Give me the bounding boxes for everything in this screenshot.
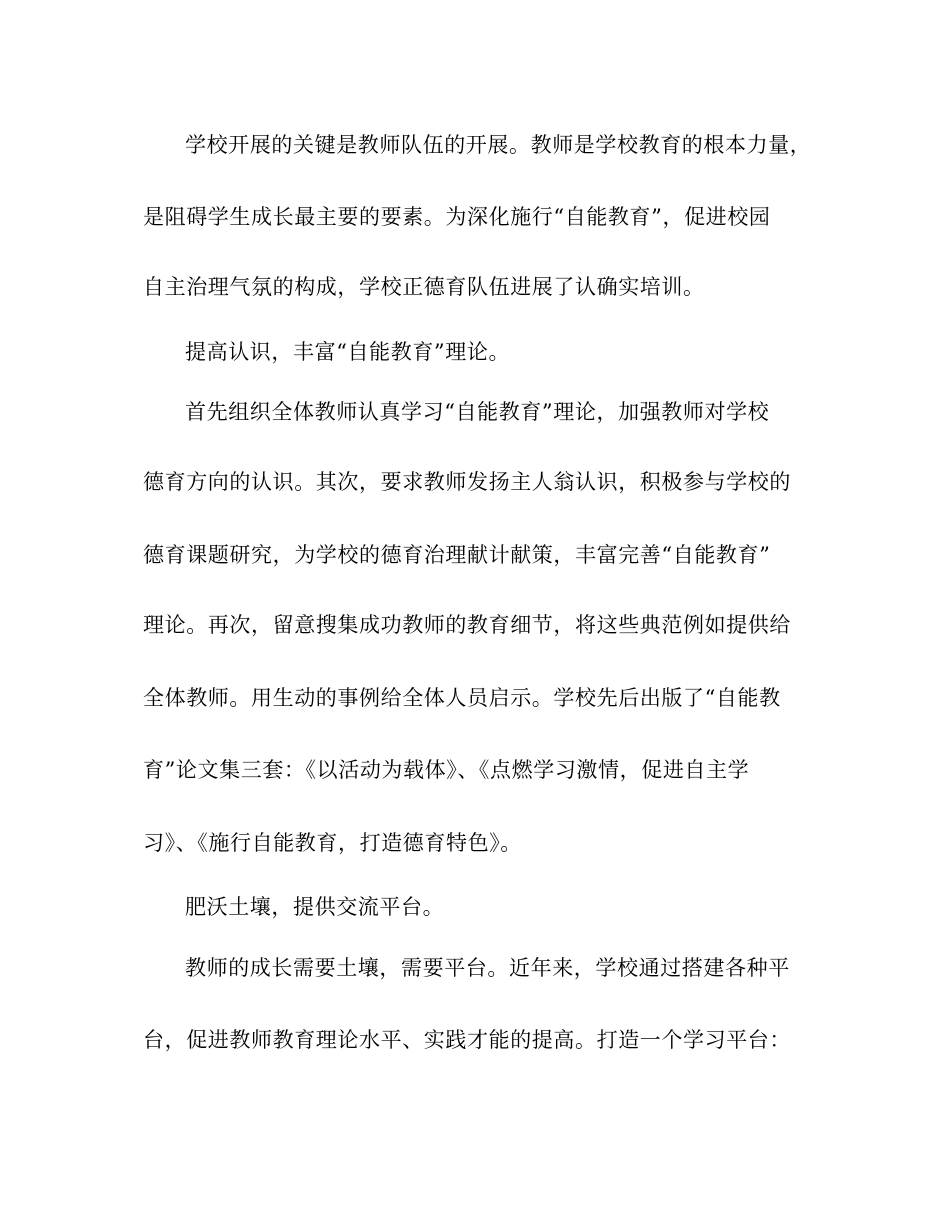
text-line: 首先组织全体教师认真学习“自能教育”理论，加强教师对学校 (185, 400, 770, 424)
text-line: 教师的成长需要土壤，需要平台。近年来，学校通过搭建各种平 (185, 956, 790, 980)
text-line: 学校开展的关键是教师队伍的开展。教师是学校教育的根本力量， (185, 133, 812, 157)
text-line: 德育方向的认识。其次，要求教师发扬主人翁认识，积极参与学校的 (143, 470, 791, 494)
section-heading: 提高认识，丰富“自能教育”理论。 (185, 340, 511, 364)
text-line: 全体教师。用生动的事例给全体人员启示。学校先后出版了“自能教 (143, 686, 781, 710)
text-line: 台，促进教师教育理论水平、实践才能的提高。打造一个学习平台： (143, 1028, 791, 1052)
text-line: 习》、《施行自能教育，打造德育特色》。 (143, 831, 522, 855)
section-heading: 肥沃土壤，提供交流平台。 (185, 895, 445, 919)
text-line: 理论。再次，留意搜集成功教师的教育细节，将这些典范例如提供给 (143, 613, 791, 637)
text-line: 德育课题研究，为学校的德育治理献计献策，丰富完善“自能教育” (143, 543, 771, 567)
text-line: 自主治理气氛的构成，学校正德育队伍进展了认确实培训。 (143, 275, 705, 299)
text-line: 育”论文集三套：《以活动为载体》、《点燃学习激情，促进自主学 (143, 758, 750, 782)
text-line: 是阻碍学生成长最主要的要素。为深化施行“自能教育”，促进校园 (143, 205, 771, 229)
